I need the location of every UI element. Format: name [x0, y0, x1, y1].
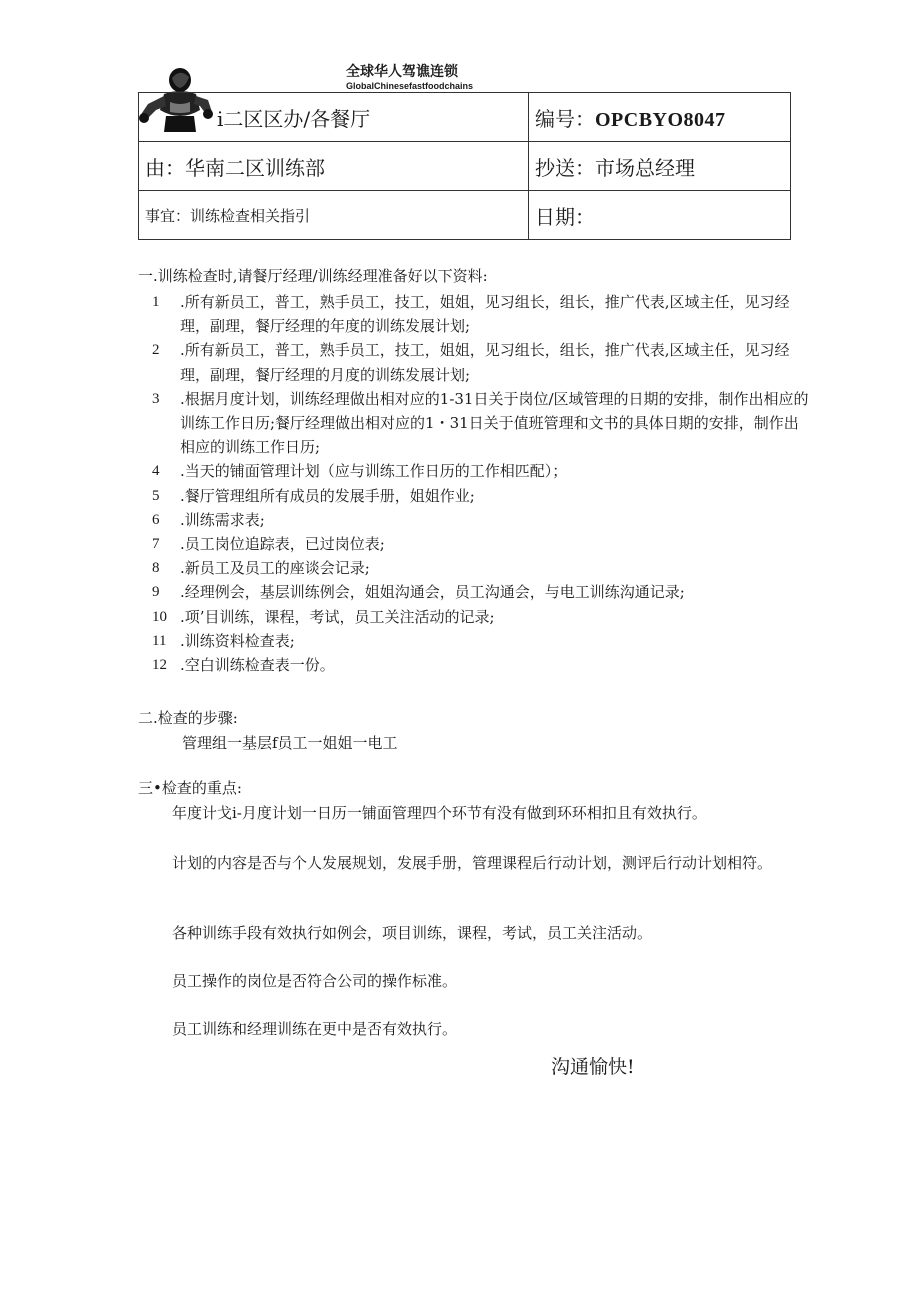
cc-cell: 抄送：市场总经理: [529, 142, 791, 191]
number-label: 编号：: [535, 106, 595, 131]
brand-name-en: GlobalChinesefastfoodchains: [346, 81, 474, 91]
section2-steps: 管理组一基层f员工一姐姐一电工: [182, 734, 398, 752]
number-value: OPCBYO8047: [595, 108, 726, 131]
key-point: 各种训练手段有效执行如例会，项目训练，课程，考试，员工关注活动。: [172, 924, 653, 942]
number-cell: [529, 93, 791, 142]
list-item: 10 .项’目训练，课程，考试，员工关注活动的记录;: [152, 607, 495, 626]
key-point: 年度计戈i-月度计划一日历一铺面管理四个环节有没有做到环环相扣且有效执行。: [172, 804, 707, 822]
list-item: 1 .所有新员工，普工，熟手员工，技工，姐姐，见习组长，组长，推广代表,区域主任，见习经理，副理，餐厅经理的年度的训练发展计划;: [152, 293, 790, 336]
list-item: 8 .新员工及员工的座谈会记录;: [152, 559, 370, 578]
brand-name-cn: 全球华人驾谯连锁: [346, 64, 458, 80]
list-item: 3 .根据月度计划，训练经理做出相对应的1-31日关于岗位/区域管理的日期的安排，制作出相应的训练工作日历;餐厅经理做出相对应的1・31日关于值班管理和文书的具体日期的安排，制作出相应的训练工作日历;: [152, 389, 809, 457]
brand-header: [346, 64, 646, 92]
date-cell: 日期：: [529, 191, 791, 240]
list-item: 6 .训练需求表;: [152, 510, 265, 529]
key-point: 计划的内容是否与个人发展规划，发展手册，管理课程后行动计划，测评后行动计划相符。: [172, 854, 773, 872]
materials-list: [152, 290, 812, 677]
closing-remark: 沟通愉快!: [551, 1056, 635, 1078]
key-point: 员工训练和经理训练在更中是否有效执行。: [172, 1020, 458, 1038]
subject-cell: 事宜：训练检查相关指引: [139, 191, 529, 240]
from-cell: 由：华南二区训练部: [139, 142, 529, 191]
memo-header-table: [138, 92, 791, 240]
list-item: 12 .空白训练检查表一份。: [152, 656, 335, 675]
section2-title: 二.检查的步骤:: [138, 709, 238, 727]
list-item: 2 .所有新员工，普工，熟手员工，技工，姐姐，见习组长，组长，推广代表,区域主任，见习经理，副理，餐厅经理的月度的训练发展计划;: [152, 341, 790, 384]
list-item: 9 .经理例会，基层训练例会，姐姐沟通会，员工沟通会，与电工训练沟通记录;: [152, 583, 685, 602]
section3-title: 三•检查的重点:: [138, 779, 242, 797]
to-cell: i二区区办/各餐厅: [139, 93, 529, 142]
list-item: 7 .员工岗位追踪表，已过岗位表;: [152, 535, 385, 554]
section1-title: 一.训练检查时,请餐厅经理/训练经理准备好以下资料:: [138, 267, 488, 285]
list-item: 5 .餐厅管理组所有成员的发展手册，姐姐作业;: [152, 486, 475, 505]
list-item: 4 .当天的铺面管理计划（应与训练工作日历的工作相匹配）；: [152, 462, 568, 481]
key-point: 员工操作的岗位是否符合公司的操作标准。: [172, 972, 458, 990]
list-item: 11 .训练资料检查表;: [152, 631, 295, 650]
